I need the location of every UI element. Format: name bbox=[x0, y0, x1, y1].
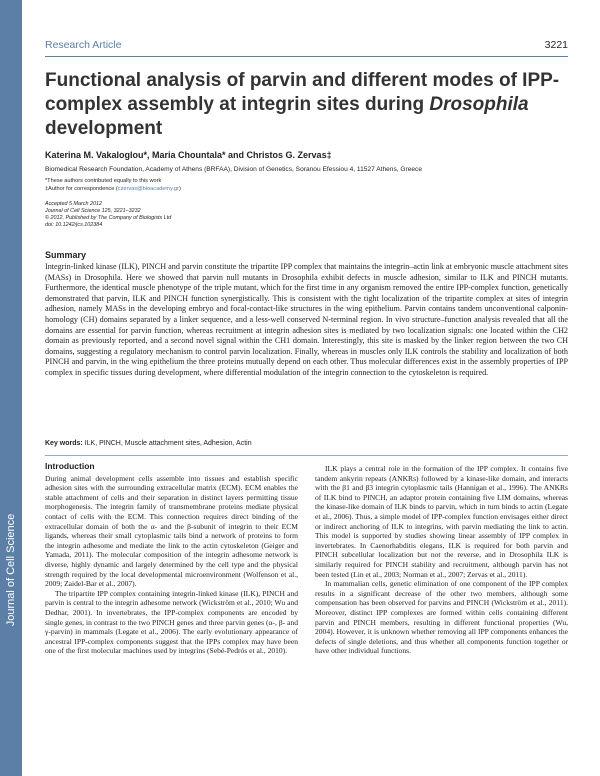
keywords bbox=[45, 440, 568, 447]
title-part: Functional analysis of parvin and different modes of IPP-complex assembly at integrin sites during bbox=[45, 70, 560, 115]
doi: doi: 10.1242/jcs.102384 bbox=[45, 222, 103, 228]
left-column bbox=[45, 462, 298, 656]
equal-contribution-note: *These authors contributed equally to this work bbox=[45, 178, 162, 184]
right-column bbox=[315, 464, 568, 656]
header-rule bbox=[45, 56, 568, 57]
article-type: Research Article bbox=[45, 39, 122, 51]
keywords-text: ILK, PINCH, Muscle attachment sites, Adhesion, Actin bbox=[84, 440, 252, 447]
article-meta bbox=[45, 201, 345, 229]
summary-heading: Summary bbox=[45, 250, 87, 260]
journal-name: Journal of Cell Science bbox=[5, 513, 17, 627]
paragraph: ILK plays a central role in the formation of the IPP complex. It contains five tandem ankyrin repeats (ANKRs) followed by a kinase-like domain, and interacts with the β1 and β3 integrin cytoplasmic tails (Hannigan et al., 1996). The ANKRs of ILK bind to PINCH, an adaptor protein containing five LIM domains, whereas the kinase-like domain of ILK binds to parvin, which in turn binds to actin (Legate et al., 2006). Thus, a simple model of IPP-complex function envisages either direct or indirect anchoring of ILK to integrins, with parvin mediating the link to actin. This model is supported by studies showing linear assembly of IPP complex in invertebrates. In Caenorhabditis elegans, ILK is required for both parvin and PINCH subcellular localization but not the reverse, and in Drosophila ILK is similarly required for PINCH stability and recruitment, although parvin has not been tested (Lin et al., 2003; Norman et al., 2007; Zervas et al., 2011). bbox=[315, 464, 568, 579]
copyright: © 2012. Published by The Company of Biologists Ltd bbox=[45, 215, 172, 221]
title-part: development bbox=[45, 118, 163, 139]
correspondence-prefix: ‡Author for correspondence ( bbox=[45, 185, 118, 192]
keywords-rule bbox=[45, 455, 568, 456]
correspondence-suffix: ) bbox=[179, 185, 181, 192]
authors: Katerina M. Vakaloglou*, Maria Chountala* and Christos G. Zervas‡ bbox=[45, 150, 332, 160]
correspondence-email[interactable]: czervas@bioacademy.gr bbox=[117, 185, 179, 192]
intro-heading: Introduction bbox=[45, 461, 95, 471]
affiliation: Biomedical Research Foundation, Academy of Athens (BRFAA), Division of Genetics, Soranou Efessiou 4, 11527 Athens, Greece bbox=[45, 166, 423, 173]
citation: Journal of Cell Science 125, 3221–3232 bbox=[45, 208, 141, 214]
paragraph: During animal development cells assemble into tissues and establish specific adhesion sites with the surrounding extracellular matrix (ECM). ECM enables the stable attachment of cells and their separation in distinct layers permitting tissue morphogenesis. The integrin family of transmembrane proteins mediate physical contact of cells with the ECM. This connection requires direct binding of the extracellular domain of both the α- and the β-subunit of integrin to their ECM ligands, whereas their small cytoplasmic tails bind a network of proteins to form the integrin adhesome and mediate the link to the actin cytoskeleton (Geiger and Yamada, 2011). The molecular composition of the integrin adhesome network is diverse, highly dynamic and largely determined by the cell type and the physical strength required by the local developmental microenvironment (Wolfenson et al., 2009; Zaidel-Bar et al., 2007). bbox=[45, 473, 298, 589]
page-number: 3221 bbox=[544, 39, 568, 51]
author-notes bbox=[45, 178, 565, 193]
paragraph: In mammalian cells, genetic elimination of one component of the IPP complex results in a significant decrease of the other two members, although some compensation has been observed for parvins and PINCH (Wickström et al., 2011). Moreover, distinct IPP complexes are formed within cells containing different parvin and PINCH members, resulting in different functional properties (Wu, 2004). However, it is unknown whether removing all IPP components enhances the defects of single deletions, and thus whether all components function together or have other individual functions. bbox=[315, 579, 568, 656]
title-italic: Drosophila bbox=[429, 94, 529, 115]
paragraph: The tripartite IPP complex containing integrin-linked kinase (ILK), PINCH and parvin is central to the integrin adhesome network (Wickström et al., 2010; Wu and Dedhar, 2001). In invertebrates, the IPP-complex components are encoded by single genes, in contrast to the two PINCH genes and three parvin genes (α-, β- and γ-parvin) in mammals (Legate et al., 2006). The early evolutionary appearance of ancestral IPP-complex components suggest that the IPPs complex may have been one of the first molecular machines used by integrins (Sebé-Pedrós et al., 2010). bbox=[45, 588, 298, 656]
summary-text: Integrin-linked kinase (ILK), PINCH and parvin constitute the tripartite IPP complex that maintains the integrin–actin link at embryonic muscle attachment sites (MASs) in Drosophila. Here we showed that parvin null mutants in Drosophila exhibit defects in muscle adhesion, similar to ILK and PINCH mutants. Furthermore, the identical muscle phenotype of the triple mutant, which for the first time in any organism removed the entire IPP-complex function, genetically demonstrated that parvin, ILK and PINCH function synergistically. This is consistent with the tight localization of the tripartite complex at sites of integrin adhesion, namely MASs in the developing embryo and focal-contact-like structures in the wing epithelium. Parvin contains tandem unconventional calponin-homology (CH) domains separated by a linker sequence, and a less-well conserved N-terminal region. In vivo structure–function analysis revealed that all the domains are essential for parvin function, whereas recruitment at integrin adhesion sites is mediated by two localization signals: one located within the CH2 domain as previously reported, and a second novel signal within the CH1 domain. Interestingly, this site is masked by the linker region between the two CH domains, suggesting a regulatory mechanism to control parvin localization. Finally, whereas in muscles only ILK controls the stability and localization of both PINCH and parvin, in the wing epithelium the three proteins mutually depend on each other. Thus molecular differences exist in the assembly properties of IPP complex in specific tissues during development, where differential modulation of the integrin connection to the cytoskeleton is required. bbox=[45, 262, 568, 377]
keywords-label: Key words: bbox=[45, 440, 83, 447]
article-title bbox=[45, 69, 565, 141]
journal-sidebar bbox=[0, 0, 22, 776]
correspondence-note bbox=[45, 186, 565, 194]
page-header bbox=[45, 39, 568, 51]
accepted-date: Accepted 5 March 2012 bbox=[45, 201, 102, 207]
